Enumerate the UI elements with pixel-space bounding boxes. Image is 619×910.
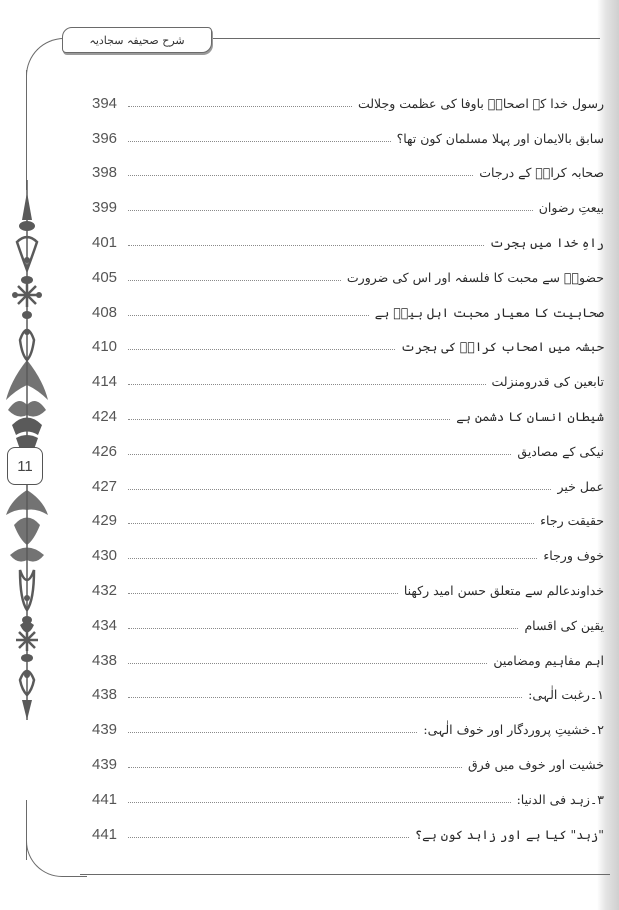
leader-dots <box>128 697 522 698</box>
toc-page-number: 426 <box>92 442 118 460</box>
frame-bottom-border <box>80 874 610 875</box>
frame-left-border-top <box>26 70 27 190</box>
toc-entry[interactable] <box>92 364 604 399</box>
toc-page-number: 410 <box>92 338 118 356</box>
toc-page-number: 414 <box>92 373 118 391</box>
leader-dots <box>128 523 534 524</box>
toc-page-number: 432 <box>92 582 118 600</box>
running-header <box>62 27 212 53</box>
leader-dots <box>128 593 398 594</box>
toc-page-number: 430 <box>92 547 118 565</box>
toc-entry[interactable] <box>92 190 604 225</box>
leader-dots <box>128 419 450 420</box>
toc-page-number: 396 <box>92 129 118 147</box>
toc-page-number: 439 <box>92 721 118 739</box>
toc-entry[interactable] <box>92 782 604 817</box>
toc-title: نیکی کے مصادیق <box>517 443 604 459</box>
toc-title: ۲۔خشیتِ پروردگار اور خوف الٰہی: <box>423 722 604 738</box>
toc-entry[interactable] <box>92 678 604 713</box>
toc-page-number: 408 <box>92 303 118 321</box>
page-number-badge <box>7 447 43 485</box>
toc-page-number: 439 <box>92 756 118 774</box>
toc-page-number: 434 <box>92 616 118 634</box>
toc-entry[interactable] <box>92 504 604 539</box>
toc-title: حبشہ میں اصحاب کرامؓ کی ہجرت <box>400 339 604 355</box>
toc-entry[interactable] <box>92 538 604 573</box>
toc-page-number: 394 <box>92 94 118 112</box>
toc-entry[interactable] <box>92 330 604 365</box>
toc-title: صحابیت کا معیار محبت اہل بیتؑ ہے <box>374 304 604 320</box>
toc-page-number: 401 <box>92 234 118 252</box>
toc-page-number: 441 <box>92 790 118 808</box>
toc-title: ۳۔زہد فی الدنیا: <box>516 791 604 807</box>
toc-page-number: 399 <box>92 199 118 217</box>
toc-entry[interactable] <box>92 260 604 295</box>
frame-bottom-left-corner <box>26 840 87 877</box>
frame-top-border <box>210 38 600 39</box>
leader-dots <box>128 732 417 733</box>
toc-page-number: 405 <box>92 268 118 286</box>
leader-dots <box>128 106 352 107</box>
toc-entry[interactable] <box>92 225 604 260</box>
leader-dots <box>128 315 369 316</box>
toc-entry[interactable] <box>92 747 604 782</box>
running-title: شرح صحیفہ سجادیہ <box>89 33 185 47</box>
toc-page-number: 438 <box>92 651 118 669</box>
toc-page-number: 427 <box>92 477 118 495</box>
toc-title: صحابہ کرامؓ کے درجات <box>479 165 604 181</box>
toc-title: خداوندعالم سے متعلق حسن امید رکھنا <box>403 583 604 599</box>
toc-entry[interactable] <box>92 608 604 643</box>
leader-dots <box>128 454 511 455</box>
toc-entry[interactable] <box>92 817 604 852</box>
leader-dots <box>128 489 551 490</box>
toc-title: خشیت اور خوف میں فرق <box>467 757 604 773</box>
leader-dots <box>128 210 533 211</box>
leader-dots <box>128 175 473 176</box>
toc-entry[interactable] <box>92 469 604 504</box>
toc-title: رسول خدا کے اصحابؓ باوفا کی عظمت وجلالت <box>357 95 604 111</box>
toc-page-number: 424 <box>92 408 118 426</box>
toc-title: ۱۔رغبت الٰہی: <box>528 687 604 703</box>
toc-entry[interactable] <box>92 573 604 608</box>
toc-entry[interactable] <box>92 712 604 747</box>
toc-title: شیطان انسان کا دشمن ہے <box>456 409 604 425</box>
leader-dots <box>128 767 462 768</box>
toc-title: بیعتِ رضوان <box>538 200 604 216</box>
page-number: 11 <box>17 457 33 475</box>
leader-dots <box>128 663 487 664</box>
leader-dots <box>128 280 341 281</box>
toc-entry[interactable] <box>92 86 604 121</box>
toc-entry[interactable] <box>92 156 604 191</box>
toc-title: عمل خیر <box>557 478 604 494</box>
toc-page-number: 429 <box>92 512 118 530</box>
toc-page-number: 441 <box>92 825 118 843</box>
leader-dots <box>128 837 409 838</box>
leader-dots <box>128 349 395 350</box>
toc-entry[interactable] <box>92 121 604 156</box>
toc-entry[interactable] <box>92 295 604 330</box>
toc-entry[interactable] <box>92 434 604 469</box>
toc-title: سابق بالایمان اور پہلا مسلمان کون تھا؟ <box>396 130 604 146</box>
leader-dots <box>128 802 511 803</box>
toc-title: راہِ خدا میں ہجرت <box>489 235 604 251</box>
toc-page-number: 438 <box>92 686 118 704</box>
toc-title: یقین کی اقسام <box>524 617 604 633</box>
toc-entry[interactable] <box>92 399 604 434</box>
toc-title: اہم مفاہیم ومضامین <box>493 652 604 668</box>
toc-title: حقیقت رجاء <box>540 513 604 529</box>
leader-dots <box>128 558 537 559</box>
toc-title: خوف ورجاء <box>543 548 604 564</box>
leader-dots <box>128 384 486 385</box>
leader-dots <box>128 628 518 629</box>
toc-title: "زہد" کیا ہے اور زاہد کون ہے؟ <box>414 826 604 842</box>
toc-title: حضورؐ سے محبت کا فلسفہ اور اس کی ضرورت <box>346 269 604 285</box>
leader-dots <box>128 245 484 246</box>
table-of-contents <box>92 86 604 852</box>
toc-title: تابعین کی قدرومنزلت <box>491 374 604 390</box>
toc-entry[interactable] <box>92 643 604 678</box>
toc-page-number: 398 <box>92 164 118 182</box>
leader-dots <box>128 141 391 142</box>
